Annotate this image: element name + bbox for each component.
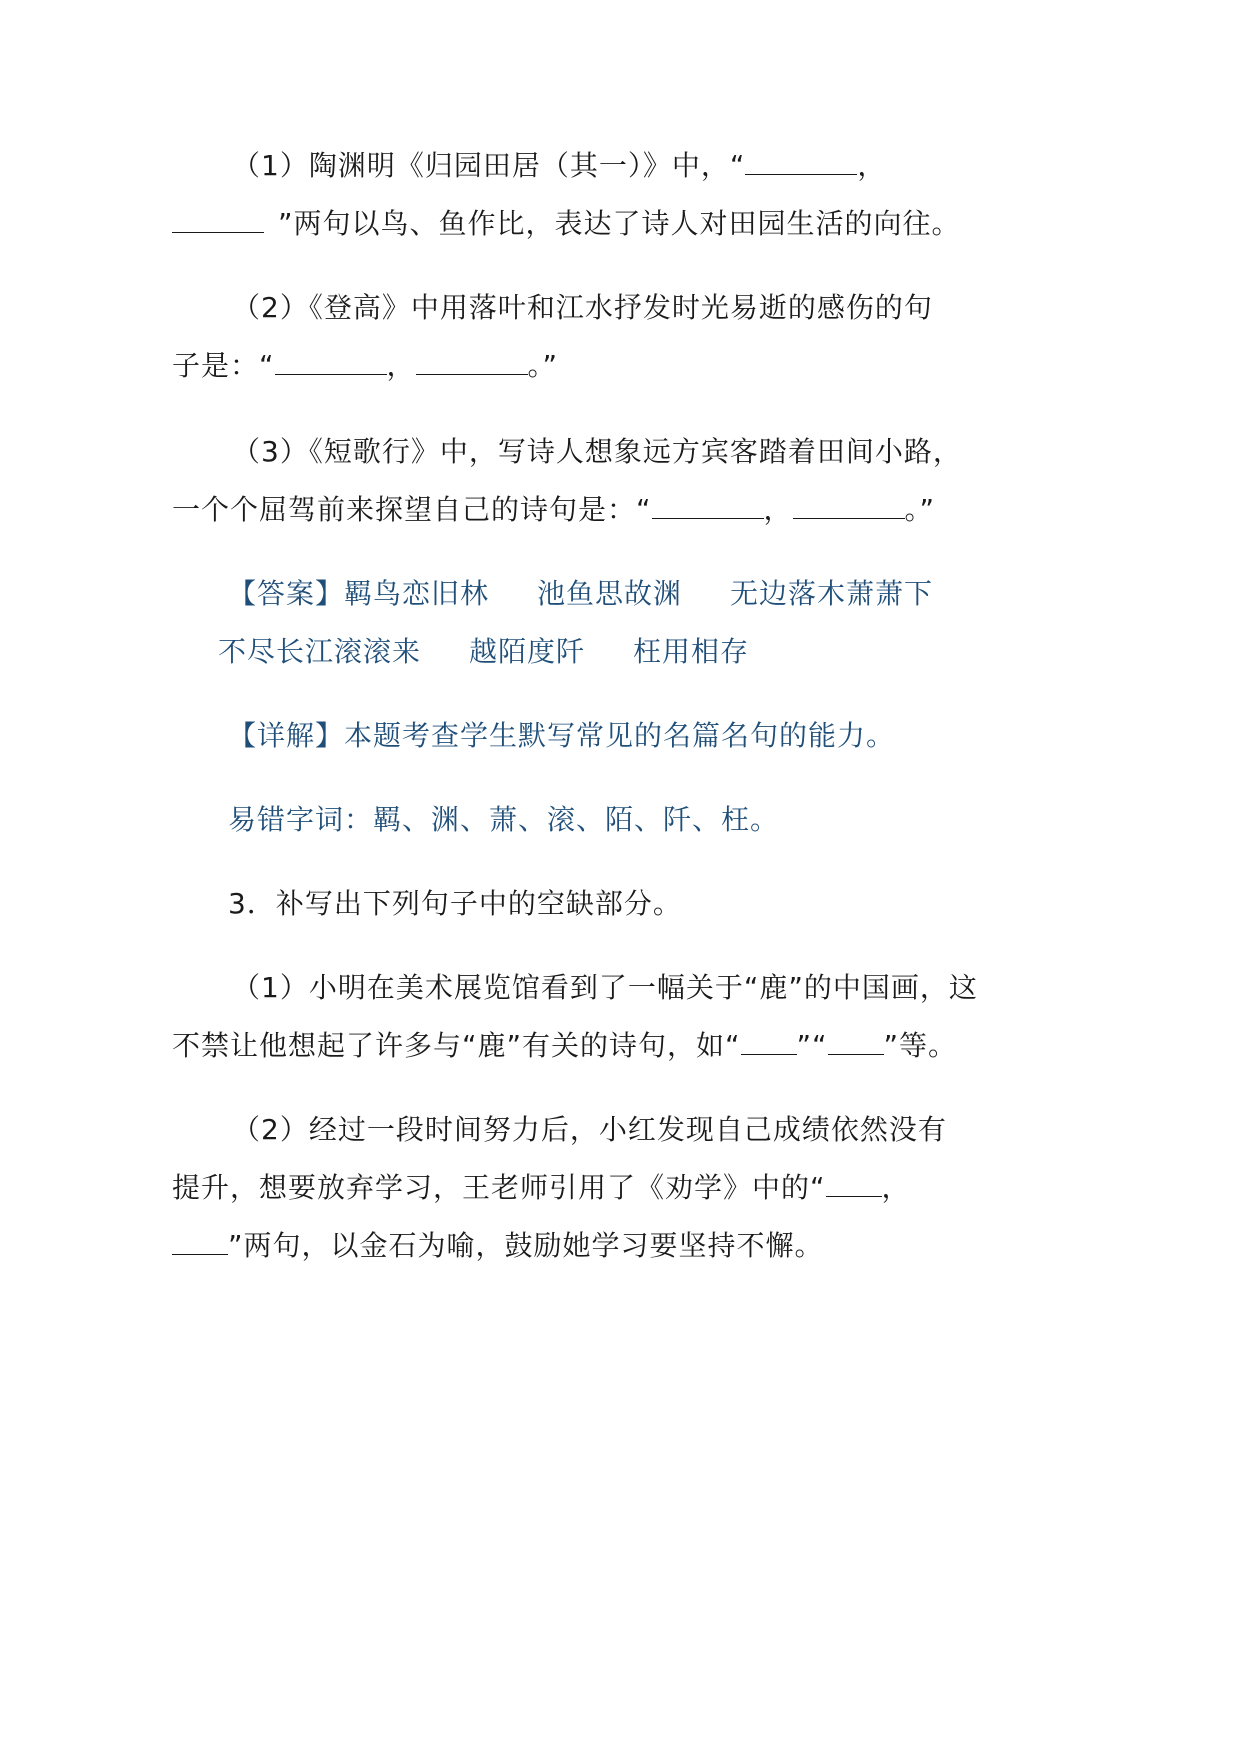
s3-p2-line2-prefix: 提升，想要放弃学习，王老师引用了《劝学》中的“ — [172, 1171, 826, 1204]
answer-label: 【答案】 — [228, 577, 345, 610]
comma: ， — [857, 149, 887, 182]
blank — [826, 1168, 882, 1197]
s3-p1-line1: （1）小明在美术展览馆看到了一幅关于“鹿”的中国画，这 — [232, 971, 978, 1004]
q3-line2-end: 。” — [904, 493, 936, 526]
s3-p2-line1: （2）经过一段时间努力后，小红发现自己成绩依然没有 — [232, 1113, 947, 1146]
blank — [741, 1026, 797, 1055]
answer-line2 — [218, 632, 749, 672]
q1-line1-text: （1）陶渊明《归园田居（其一）》中，“ — [232, 149, 746, 182]
blank — [172, 1226, 228, 1255]
blank — [172, 204, 264, 233]
q2-line1: （2）《登高》中用落叶和江水抒发时光易逝的感伤的句 — [232, 291, 933, 324]
answer-item: 不尽长江滚滚来 — [218, 635, 422, 668]
s3-p2-line3-end: ”两句，以金石为喻，鼓励她学习要坚持不懈。 — [228, 1229, 824, 1262]
explain-line — [228, 716, 895, 756]
comma: ， — [763, 493, 793, 526]
comma: ， — [881, 1171, 911, 1204]
blank — [416, 346, 528, 375]
error-words-line: 易错字词：羁、渊、萧、滚、陌、阡、枉。 — [228, 803, 780, 836]
blank — [793, 490, 905, 519]
s3-p1-line2-mid: ”“ — [796, 1029, 828, 1062]
q1-line2-text: ”两句以鸟、鱼作比，表达了诗人对田园生活的向往。 — [278, 207, 961, 240]
answer-line1 — [228, 574, 933, 614]
answer-item: 羁鸟恋旧林 — [344, 577, 490, 610]
blank — [828, 1026, 884, 1055]
s3-p1-line2-end: ”等。 — [883, 1029, 958, 1062]
blank — [275, 346, 387, 375]
q1-line2 — [172, 204, 961, 244]
s3-p2-line2 — [172, 1168, 911, 1208]
q3-line1: （3）《短歌行》中，写诗人想象远方宾客踏着田间小路， — [232, 435, 962, 468]
answer-item: 无边落木萧萧下 — [730, 577, 934, 610]
explain-label: 【详解】 — [228, 719, 345, 752]
s3-p1-line2-prefix: 不禁让他想起了许多与“鹿”有关的诗句，如“ — [172, 1029, 741, 1062]
answer-item: 枉用相存 — [633, 635, 750, 668]
q2-line2 — [172, 346, 558, 386]
q3-line2 — [172, 490, 935, 530]
s3-p2-line3 — [172, 1226, 824, 1266]
answer-item: 池鱼思故渊 — [537, 577, 683, 610]
section3-title: 3．补写出下列句子中的空缺部分。 — [228, 887, 682, 920]
comma: ， — [386, 349, 416, 382]
explain-text: 本题考查学生默写常见的名篇名句的能力。 — [344, 719, 896, 752]
blank — [745, 146, 857, 175]
q3-line2-prefix: 一个个屈驾前来探望自己的诗句是：“ — [172, 493, 652, 526]
s3-p1-line2 — [172, 1026, 957, 1066]
blank — [652, 490, 764, 519]
answer-item: 越陌度阡 — [469, 635, 586, 668]
q2-line2-end: 。” — [527, 349, 559, 382]
q2-line2-prefix: 子是：“ — [172, 349, 275, 382]
q1-line1 — [232, 146, 886, 186]
